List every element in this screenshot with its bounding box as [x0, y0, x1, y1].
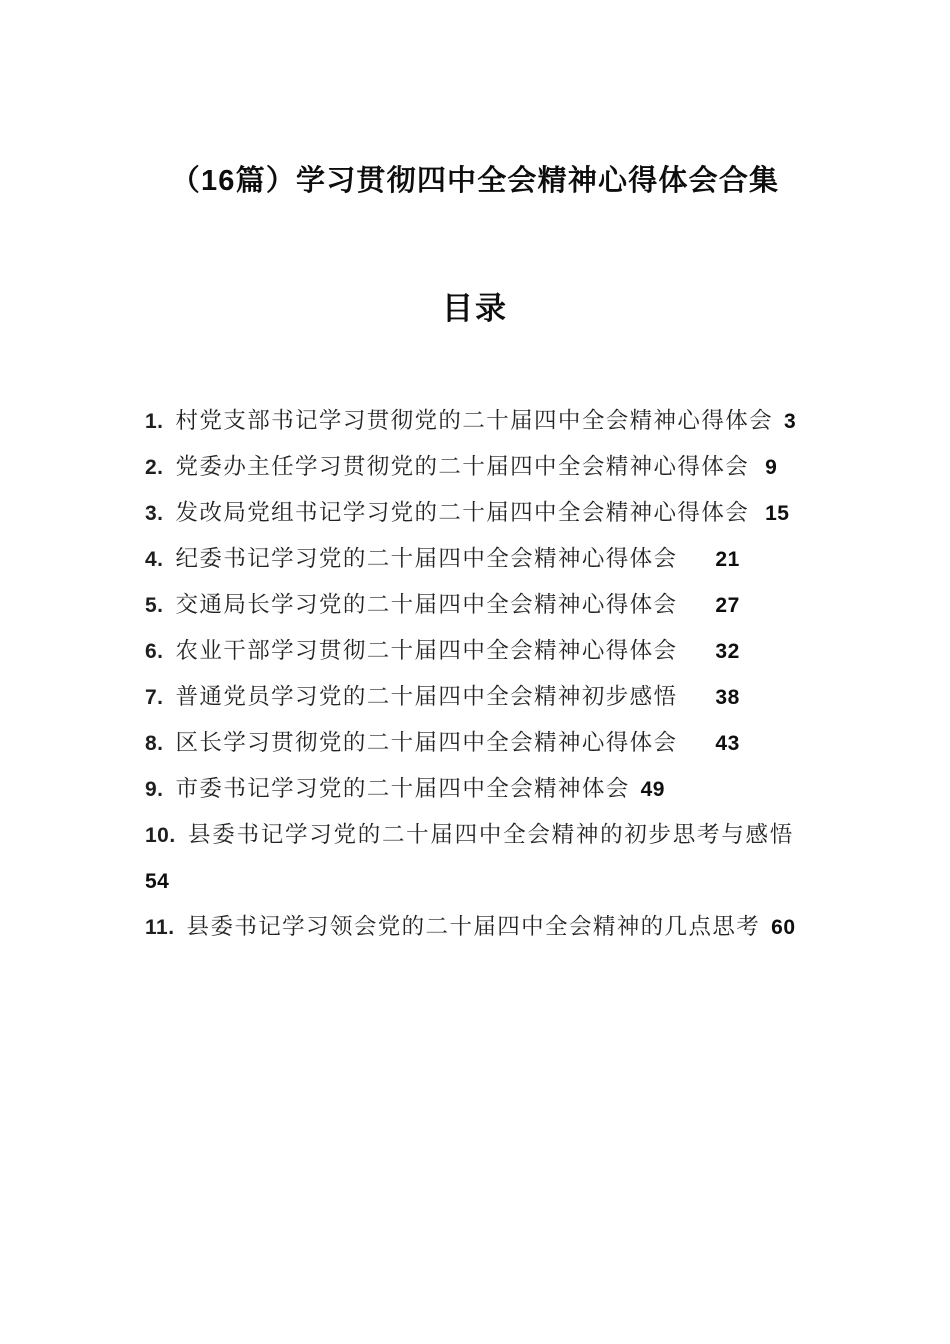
toc-entry-page: 54 [145, 870, 170, 893]
toc-entry-page: 49 [640, 778, 665, 801]
toc-entry[interactable] [145, 904, 810, 950]
toc-entry-number: 4. [145, 548, 164, 571]
toc-entry-number: 7. [145, 686, 164, 709]
toc-entry-title: 发改局党组书记学习党的二十届四中全会精神心得体会 [175, 500, 750, 525]
toc-entry-title: 普通党员学习党的二十届四中全会精神初步感悟 [175, 684, 678, 709]
toc-entry-number: 2. [145, 456, 164, 479]
toc-entry-number: 8. [145, 732, 164, 755]
toc-entry-number: 1. [145, 410, 164, 433]
toc-entry-title: 交通局长学习党的二十届四中全会精神心得体会 [175, 592, 678, 617]
toc-entry-page: 15 [765, 502, 790, 525]
toc-entry-page: 38 [715, 686, 740, 709]
toc-entry-page: 9 [765, 456, 778, 479]
table-of-contents-list [145, 398, 810, 950]
toc-entry-number: 5. [145, 594, 164, 617]
toc-entry-title: 市委书记学习党的二十届四中全会精神体会 [175, 776, 630, 801]
toc-entry-title: 区长学习贯彻党的二十届四中全会精神心得体会 [175, 730, 678, 755]
toc-entry-number: 11. [145, 916, 175, 939]
toc-entry[interactable] [145, 674, 810, 720]
toc-entry-title: 县委书记学习领会党的二十届四中全会精神的几点思考 [186, 914, 761, 939]
toc-entry[interactable] [145, 766, 810, 812]
toc-entry-title: 村党支部书记学习贯彻党的二十届四中全会精神心得体会 [175, 408, 774, 433]
toc-entry[interactable] [145, 720, 810, 766]
toc-entry[interactable] [145, 536, 810, 582]
toc-entry[interactable] [145, 490, 810, 536]
toc-entry-number: 9. [145, 778, 164, 801]
toc-entry-page: 60 [771, 916, 796, 939]
toc-entry-title: 县委书记学习党的二十届四中全会精神的初步思考与感悟 [187, 822, 794, 847]
toc-entry[interactable] [145, 398, 810, 444]
toc-entry-number: 6. [145, 640, 164, 663]
document-title: （16篇）学习贯彻四中全会精神心得体会合集 [170, 165, 780, 197]
table-of-contents-heading: 目录 [442, 291, 508, 326]
toc-entry-page: 27 [715, 594, 740, 617]
toc-entry-number: 10. [145, 824, 176, 847]
toc-entry-number: 3. [145, 502, 164, 525]
toc-entry-page: 43 [715, 732, 740, 755]
toc-entry[interactable] [145, 582, 810, 628]
toc-entry-title: 农业干部学习贯彻二十届四中全会精神心得体会 [175, 638, 678, 663]
toc-entry-title: 党委办主任学习贯彻党的二十届四中全会精神心得体会 [175, 454, 750, 479]
toc-entry-page: 3 [784, 410, 797, 433]
toc-entry[interactable] [145, 812, 810, 904]
toc-entry-title: 纪委书记学习党的二十届四中全会精神心得体会 [175, 546, 678, 571]
toc-entry-page: 32 [715, 640, 740, 663]
toc-entry[interactable] [145, 628, 810, 674]
toc-entry[interactable] [145, 444, 810, 490]
toc-entry-page: 21 [715, 548, 740, 571]
